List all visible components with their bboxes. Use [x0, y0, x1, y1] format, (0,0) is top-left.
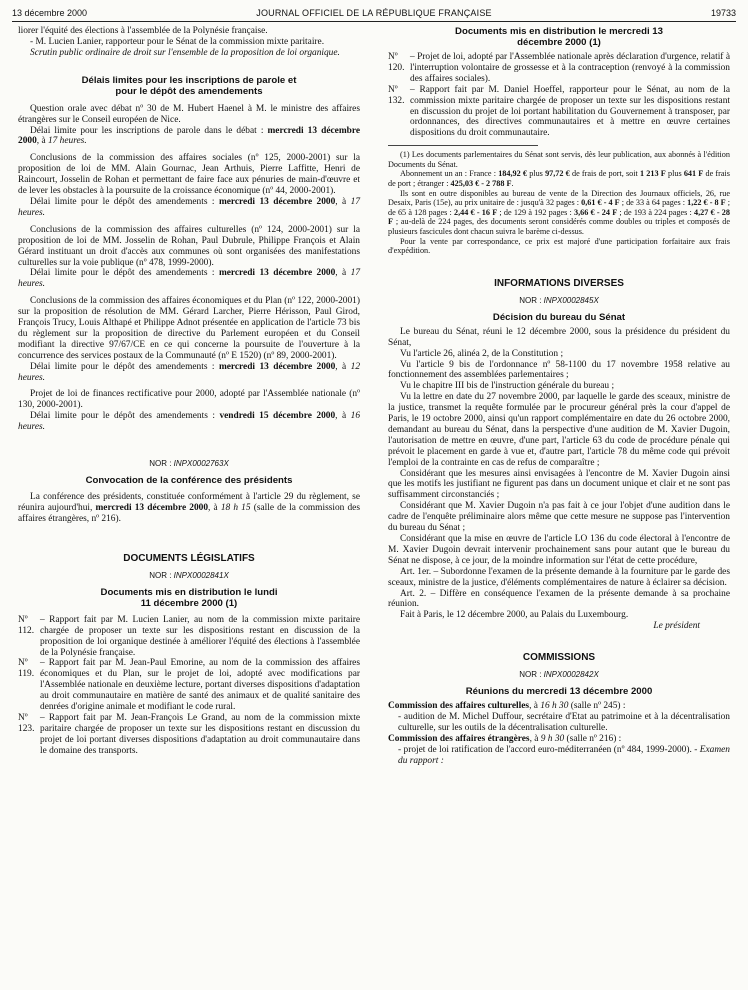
convocation-text: La conférence des présidents, constituée conformément à l'article 29 du règlement, se réunira aujourd'hui, mercredi 13 décembre 2000, à 18 h 15 (salle de la commission des affaires étrangères, nº 216).: [18, 492, 360, 524]
delai-1: Délai limite pour les inscriptions de parole dans le débat : mercredi 13 décembre 2000, à 17 heures.: [18, 125, 360, 147]
delai-3: Délai limite pour le dépôt des amendements : mercredi 13 décembre 2000, à 17 heures.: [18, 268, 360, 290]
header-page-number: 19733: [710, 8, 736, 18]
commission-culturelles: Commission des affaires culturelles, à 16 h 30 (salle nº 245) :: [388, 701, 626, 712]
decision-para: Vu la lettre en date du 27 novembre 2000, par laquelle le garde des sceaux, ministre de la justice, transmet la requête formulée par le procureur général près la cour d'appel de Paris, le 19 octobre 2000, ainsi qu'un rapport complémentaire en date du 26 octobre 2000, demandant au bureau du Sénat, dans la perspective d'une audition de M. Xavier Dugoin, l'autorisation de mettre en œuvre, d'une part, l'article 63 du code de procédure pénale qui prévoit le placement en garde à vue et, d'autre part, l'article 78 du même code qui prévoit l'emploi de la contrainte en cas de refus de comparaître ;: [388, 392, 730, 468]
conclusions-2: Conclusions de la commission des affaires culturelles (nº 124, 2000-2001) sur la proposition de loi de MM. Josselin de Rohan, Paul Dubrule, Philippe François et Alain Gérard instituant un droit d'accès aux communes où sont organisées des manifestations culturelles sur la voie publique (nº 478, 1999-2000).: [18, 224, 360, 268]
signature-president: Le président: [653, 621, 700, 632]
documents-legislatifs-title: DOCUMENTS LÉGISLATIFS: [123, 552, 255, 564]
header-date: 13 décembre 2000: [12, 8, 88, 18]
documents-distribution-title: Documents mis en distribution le lundi 11 décembre 2000 (1): [100, 586, 278, 609]
decision-para: Le bureau du Sénat, réuni le 12 décembre 2000, sous la présidence du président du Sénat,: [388, 326, 730, 348]
footnotes: [388, 150, 730, 256]
commission-item: - audition de M. Michel Duffour, secrétaire d'Etat au patrimoine et à la décentralisation culturelle, sur les outils de la décentralisation culturelle.: [398, 712, 730, 733]
document-item: Nº 120. – Projet de loi, adopté par l'Assemblée nationale après déclaration d'urgence, relatif à l'interruption volontaire de grossesse et à la contraception (renvoyé à la commission des affaires sociales).: [388, 52, 730, 84]
nor-reference: NOR : INPX0002841X: [149, 570, 229, 580]
fait-a-paris: Fait à Paris, le 12 décembre 2000, au Palais du Luxembourg.: [400, 610, 629, 621]
commissions-title: COMMISSIONS: [522, 652, 596, 664]
footnote-vente: Pour la vente par correspondance, ce prix est majoré d'une participation forfaitaire aux frais d'expédition.: [388, 236, 730, 256]
footnote-rule: [388, 145, 538, 146]
nor-reference: NOR : INPX0002763X: [149, 459, 229, 469]
reunions-title: Réunions du mercredi 13 décembre 2000: [465, 686, 653, 698]
decision-article: Art. 2. – Diffère en conséquence l'examen de la présente demande à sa prochaine réunion.: [388, 588, 730, 610]
delai-4: Délai limite pour le dépôt des amendements : mercredi 13 décembre 2000, à 12 heures.: [18, 361, 360, 383]
delai-2: Délai limite pour le dépôt des amendements : mercredi 13 décembre 2000, à 17 heures.: [18, 196, 360, 218]
decision-title: Décision du bureau du Sénat: [492, 311, 626, 323]
delai-5: Délai limite pour le dépôt des amendements : vendredi 15 décembre 2000, à 16 heures.: [18, 411, 360, 433]
informations-diverses-title: INFORMATIONS DIVERSES: [494, 277, 624, 289]
decision-para: Vu l'article 9 bis de l'ordonnance nº 58-1100 du 17 novembre 1958 relative au fonctionnement des assemblées parlementaires ;: [388, 359, 730, 381]
commission-etrangeres: Commission des affaires étrangères, à 9 h 30 (salle nº 216) :: [388, 733, 622, 744]
right-column: [388, 26, 730, 767]
footnote-abonnement: Abonnement un an : France : 184,92 € plus 97,72 € de frais de port, soit 1 213 F plus 641 F de frais de port ; étranger : 425,03 € - 2 788 F.: [388, 169, 730, 189]
header-journal-title: JOURNAL OFFICIEL DE LA RÉPUBLIQUE FRANÇAISE: [256, 8, 492, 18]
conclusions-1: Conclusions de la commission des affaires sociales (nº 125, 2000-2001) sur la proposition de loi de MM. Alain Gournac, Jean Arthuis, Pierre Laffitte, Henri de Raincourt, Josselin de Rohan et permettant de faire face aux pénuries de main-d'œuvre et de lever les obstacles à la poursuite de la croissance économique (nº 44, 2000-2001).: [18, 153, 360, 197]
decision-article: Art. 1er. – Subordonne l'examen de la présente demande à la fourniture par le garde des sceaux, ministre de la justice, d'éléments complémentaires de nature à éclairer sa décision.: [388, 566, 730, 588]
decision-para: Vu l'article 26, alinéa 2, de la Constitution ;: [400, 348, 564, 359]
intro-line1: liorer l'équité des élections à l'assemblée de la Polynésie française.: [18, 26, 268, 36]
footnote-1: (1) Les documents parlementaires du Sénat sont servis, dès leur publication, aux abonnés à l'édition Documents du Sénat.: [388, 150, 730, 169]
intro-scrutin: Scrutin public ordinaire de droit sur l'ensemble de la proposition de loi organique.: [30, 47, 340, 58]
nor-reference: NOR : INPX0002845X: [519, 295, 599, 305]
document-item: Nº 132. – Rapport fait par M. Daniel Hoeffel, rapporteur pour le Sénat, au nom de la commission mixte paritaire chargée de proposer un texte sur les dispositions restant en discussion du projet de loi portant habilitation du Gouvernement à transposer, par ordonnances, des directives communautaires et à mettre en œuvre certaines dispositions du droit communautaire.: [388, 84, 730, 139]
document-item: Nº 123. – Rapport fait par M. Jean-François Le Grand, au nom de la commission mixte paritaire chargée de proposer un texte sur les dispositions restant en discussion du projet de loi portant diverses dispositions d'adaptation au droit communautaire dans le domaine des transports.: [18, 712, 360, 756]
decision-para: Considérant que M. Xavier Dugoin n'a pas fait à ce jour l'objet d'une audition dans le cadre de l'enquête préliminaire alors même que cette mesure ne suppose pas l'intervention du bureau du Sénat ;: [388, 501, 730, 534]
convocation-title: Convocation de la conférence des présidents: [85, 475, 293, 487]
decision-para: Vu le chapitre III bis de l'instruction générale du bureau ;: [400, 381, 615, 392]
left-column: [18, 26, 360, 757]
header-rule: [12, 21, 736, 22]
decision-para: Considérant que les mesures ainsi envisagées à l'encontre de M. Xavier Dugoin ainsi que les motifs les justifiant ne figurent pas dans un document unique et clair et ne sont pas suffisamment circonstanciés ;: [388, 468, 730, 501]
intro-line2: - M. Lucien Lanier, rapporteur pour le Sénat de la commission mixte paritaire.: [30, 36, 325, 47]
conclusions-3: Conclusions de la commission des affaires économiques et du Plan (nº 122, 2000-2001) sur la proposition de résolution de MM. Gérard Larcher, Pierre Hérisson, Paul Girod, François Trucy, Louis Althapé et Philippe Adnot présentée en application de l'article 73 bis du règlement sur la proposition de directive du Parlement européen et du Conseil modifiant la directive 97/67/CE en ce qui concerne la poursuite de l'ouverture à la concurrence des services postaux de la Communauté (nº E 1520) (nº 89, 2000-2001).: [18, 296, 360, 361]
document-item: Nº 112. – Rapport fait par M. Lucien Lanier, au nom de la commission mixte paritaire chargée de proposer un texte sur les dispositions restant en discussion de la proposition de loi organique destinée à améliorer l'équité des élections à l'assemblée de la Polynésie française.: [18, 614, 360, 658]
commission-item: - projet de loi ratification de l'accord euro-méditerranéen (nº 484, 1999-2000). - Examen du rapport :: [398, 744, 730, 766]
documents-distribution-title: Documents mis en distribution le mercredi 13 décembre 2000 (1): [455, 26, 663, 48]
footnote-prix: Ils sont en outre disponibles au bureau de vente de la Direction des Journaux officiels, 26, rue Desaix, Paris (15e), au prix unitaire de : jusqu'à 32 pages : 0,61 € - 4 F ; de 33 à 64 pages : 1,22 € - 8 F ; de 65 à 128 pages : 2,44 € - 16 F ; de 129 à 192 pages : 3,66 € - 24 F ; de 193 à 224 pages : 4,27 € - 28 F ; au-delà de 224 pages, des documents seront considérés comme doubles ou triples et composés de plusieurs fascicules dont chacun suivra le barème ci-dessus.: [388, 188, 730, 236]
nor-reference: NOR : INPX0002842X: [519, 670, 599, 680]
projet-loi-finances: Projet de loi de finances rectificative pour 2000, adopté par l'Assemblée nationale (nº 130, 2000-2001).: [18, 389, 360, 411]
document-item: Nº 119. – Rapport fait par M. Jean-Paul Emorine, au nom de la commission des affaires économiques et du Plan, sur le projet de loi, adopté avec modifications par l'Assemblée nationale en deuxième lecture, portant diverses dispositions d'adaptation au droit communautaire en matière de santé des animaux et de qualité sanitaire des denrées d'origine animale et modifiant le code rural.: [18, 658, 360, 713]
question-orale: Question orale avec débat nº 30 de M. Hubert Haenel à M. le ministre des affaires étrangères sur le Conseil européen de Nice.: [18, 103, 360, 125]
delais-title: Délais limites pour les inscriptions de parole et pour le dépôt des amendements: [81, 74, 297, 97]
decision-para: Considérant que la mise en œuvre de l'article LO 136 du code électoral à l'encontre de M. Xavier Dugoin devrait intervenir prochainement sans pour autant que le bureau du Sénat ne dispose, à ce jour, de la moindre information sur l'état de cette procédure,: [388, 534, 730, 566]
page-header: [12, 8, 736, 20]
